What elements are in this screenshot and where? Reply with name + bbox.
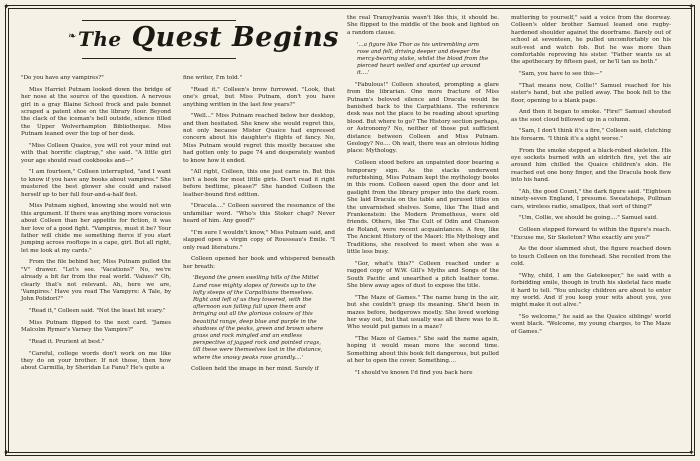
paragraph: "Why, child, I am the Gatekeeper," he said with a forbidding smile, though in truth his skeletal face made it hard to tell. "You unlucky children are about to enter my world. And if you keep your wits about you, you might make it out alive."	[511, 272, 671, 309]
paragraph: Colleen stood before an unpainted door bearing a temporary sign. As the stacks underwent refurbishing, Miss Putnam kept the mythology books in this room. Colleen eased open the door and let gaslight from the library proper into the dark room. She laid Dracula on the table and perused titles on the unvarnished shelves. Some, like The Iliad and Frankenstein: the Modern Prometheus, were old friends. Others, like The Cult of Odin and Chanson de Roland, were recent acquaintances. A few, like The Ancient History of the Maori: His Mythology and Traditions, she resolved to meet when she was a little less busy.	[347, 160, 499, 256]
paragraph: "The Maze of Games." The name hung in the air, but she couldn't grasp its meaning. She'd been in mazes before, hedgerows mostly. She loved working her way out, but that usually was all there was to it. Who would put games in a maze?	[347, 294, 499, 331]
paragraph: Miss Harriet Putnam looked down the bridge of her nose at the source of the question. A nervous girl in a gray Blaine School frock and pale bonnet scraped a patent shoe on the library floor. Beyond the clack of the iceman's bell outside, silence filled the Upper Wolverhampton Bibliotheque. Miss Putnam leaned over the top of her desk.	[21, 86, 171, 138]
paragraph: And then it began to smoke. "Fire!" Samuel shouted as the soot cloud billowed up in a column.	[511, 109, 671, 123]
paragraph: "Sam, you have to see this—"	[519, 71, 603, 78]
paragraph: Colleen held the image in her mind. Surely if	[191, 366, 319, 373]
paragraph: "I'm sure I wouldn't know," Miss Putnam said, and slapped open a virgin copy of Rousseau's Emile. "I only read literature."	[183, 229, 335, 251]
paragraph: "All right, Colleen, this one just came in. But this isn't a book for most little girls. Don't read it right before bedtime, please?" She handed Colleen the leather-bound first edition.	[183, 169, 335, 198]
paragraph: "Gor, what's this?" Colleen reached under a ragged copy of W.W. Gill's Myths and Songs of the South Pacific and unearthed a pitch leather tome. She blew away ages of dust to expose the title.	[347, 260, 499, 289]
paragraph: "Um, Collie, we should be going...." Samuel said.	[519, 215, 658, 222]
chapter-title	[68, 18, 339, 68]
paragraph: "Sam, I don't think it's a fire," Colleen said, clutching his forearm. "I think it's a sight worse."	[511, 128, 671, 142]
text-column-1	[21, 75, 171, 377]
paragraph: Miss Putnam sighed, knowing she would not win this argument. If there was anything more voracious about Colleen than her appetite for fiction, it was her love of a good fight. "Vampires, must it be? Your father will chide me something fierce if you start jumping across rooftops in a cape, girl. But all right, let me look at my cards."	[21, 203, 171, 254]
paragraph: the real Transylvania wasn't like this, it should be. She flipped to the middle of the book and lighted on a random clause.	[347, 15, 499, 36]
paragraph: "Read it." Colleen's brow furrowed. "Look, that one's great, but Miss Putnam, don't you have anything written in the last few years?"	[183, 86, 335, 108]
text-column-3	[347, 15, 499, 382]
title-prefix: The	[78, 27, 122, 51]
paragraph: "I should've known I'd find you back here	[355, 369, 473, 376]
text-column-4	[511, 15, 671, 341]
paragraph: "Dracula...." Colleen savored the resonance of the unfamiliar word. "Who's this Stoker chap? Never heard of him. Any good?"	[183, 203, 335, 225]
paragraph: "Fabulous!" Colleen shouted, prompting a glare from the librarian. One more fracture of Miss Putnam's beloved silence and Dracula would be banished back to the Carpathians. The reference desk was not the place to be reading about spurting blood. But where to go? The History section perhaps, or Astronomy? No, neither of those put sufficient distance between Colleen and Miss Putnam. Geology? No.... Oh wait, there was an obvious hiding place: Mythology.	[347, 81, 499, 155]
corner-ornament: ✦	[688, 2, 695, 11]
text-column-2	[183, 75, 335, 378]
paragraph: muttering to yourself," said a voice from the doorway. Colleen's older brother Samuel leaned one rugby-hardened shoulder against the doorframe. Barely out of school at seventeen, he pulled uncomfortably on his suit-vest and watch fob. But he was more than comfortable reproving his sister. "Father wants us at the apothecary by fifteen past, or he'll tan us both."	[511, 15, 671, 66]
paragraph: "Miss Colleen Quaice, you will rot your mind out with that horrific claptrap," she said. "A little girl your age should read cookbooks and—"	[21, 142, 171, 164]
book-quotation: '...a figure like Thor as his untrembling arm rose and fell, driving deeper and deeper the mercy-bearing stake, whilst the blood from the pierced heart welled and spurted up around it....'	[357, 41, 489, 77]
paragraph: "I am fourteen," Colleen interrupted, "and I want to know if you have any books about vampires." She mustered the best glower she could and raised herself up to her full four-and-a-half feet.	[21, 169, 171, 198]
paragraph: "Read it," Colleen said. "Not the least bit scary."	[29, 308, 166, 315]
paragraph: "Well..." Miss Putnam reached below her desktop, and then hesitated. She knew she would regret this, not only because Mister Quaice had expressed concern about his daughter's flights of fancy. No, Miss Putnam would regret this mostly because she had gotten only to page 74 and desperately wanted to know how it ended.	[183, 113, 335, 164]
flourish-icon: ❧	[68, 31, 77, 42]
paragraph: Colleen stepped forward to within the figure's reach. "Excuse me, Sir Skeleton? Who exactly are you?"	[511, 227, 671, 241]
paragraph: "So welcome," he said as the Quaice siblings' world went black. "Welcome, my young charges, to The Maze of Games."	[511, 314, 671, 335]
paragraph: "Read it. Prurient at best."	[29, 338, 105, 345]
paragraph: "That means now, Collie!" Samuel reached for his sister's hand, but she pulled away. The book fell to the floor, opening to a blank page.	[511, 82, 671, 104]
title-rule	[82, 20, 236, 21]
paragraph: From the smoke stepped a black-robed skeleton. His eye sockets burned with an eldritch fire, yet the air around him chilled the Quaice children's skin. He reached out one bony finger, and the Dracula book flew into his hand.	[511, 147, 671, 184]
book-quotation: 'Beyond the green swelling hills of the Mittel Land rose mighty slopes of forests up to the lofty steeps of the Carpathians themselves. Right and left of us they towered, with the afternoon sun falling full upon them and bringing out all the glorious colours of this beautiful range, deep blue and purple in the shadows of the peaks, green and brown where grass and rock mingled and an endless perspective of jagged rock and pointed crags, till these were themselves lost in the distance, where the snowy peaks rose grandly....'	[193, 275, 324, 361]
corner-ornament: ✦	[3, 448, 10, 457]
corner-ornament: ✦	[688, 448, 695, 457]
paragraph: Miss Putnam flipped to the next card. "James Malcolm Rymer's Varney the Vampire?"	[21, 319, 171, 334]
paragraph: "Do you have any vampires?"	[21, 75, 104, 81]
corner-ornament: ✦	[3, 2, 10, 11]
paragraph: "Careful, college words don't work on me like they do on your brother. If not those, then how about Carmilla, by Sheridan Le Fanu? He's quite a	[21, 350, 171, 372]
paragraph: Colleen opened her book and whispered beneath her breath:	[183, 256, 335, 270]
title-rule	[82, 58, 236, 59]
paragraph: "Ah, the good Count," the dark figure said. "Eighteen ninety-seven England, I presume. Sweatshops, Pullman cars, wireless radio, smallpox, that sort of thing?"	[511, 188, 671, 210]
paragraph: fine writer, I'm told."	[183, 75, 243, 81]
paragraph: As the door slammed shut, the figure reached down to touch Colleen on the forehead. She recoiled from the cold.	[511, 246, 671, 268]
paragraph: "The Maze of Games." She said the name again, hoping it would mean more the second time. Something about this book felt dangerous, but pulled at her to open the cover. Something....	[347, 336, 499, 365]
title-main: Quest Begins	[131, 22, 339, 53]
paragraph: From the file behind her, Miss Putnam pulled the "V" drawer. "Let's see. 'Vacations?' No, we're already a bit far from the real world. 'Values?' Oh, clearly that's not relevant. Ah, here we are, 'Vampires.' Have you read The Vampyre: A Tale, by John Polidori?"	[21, 259, 171, 303]
